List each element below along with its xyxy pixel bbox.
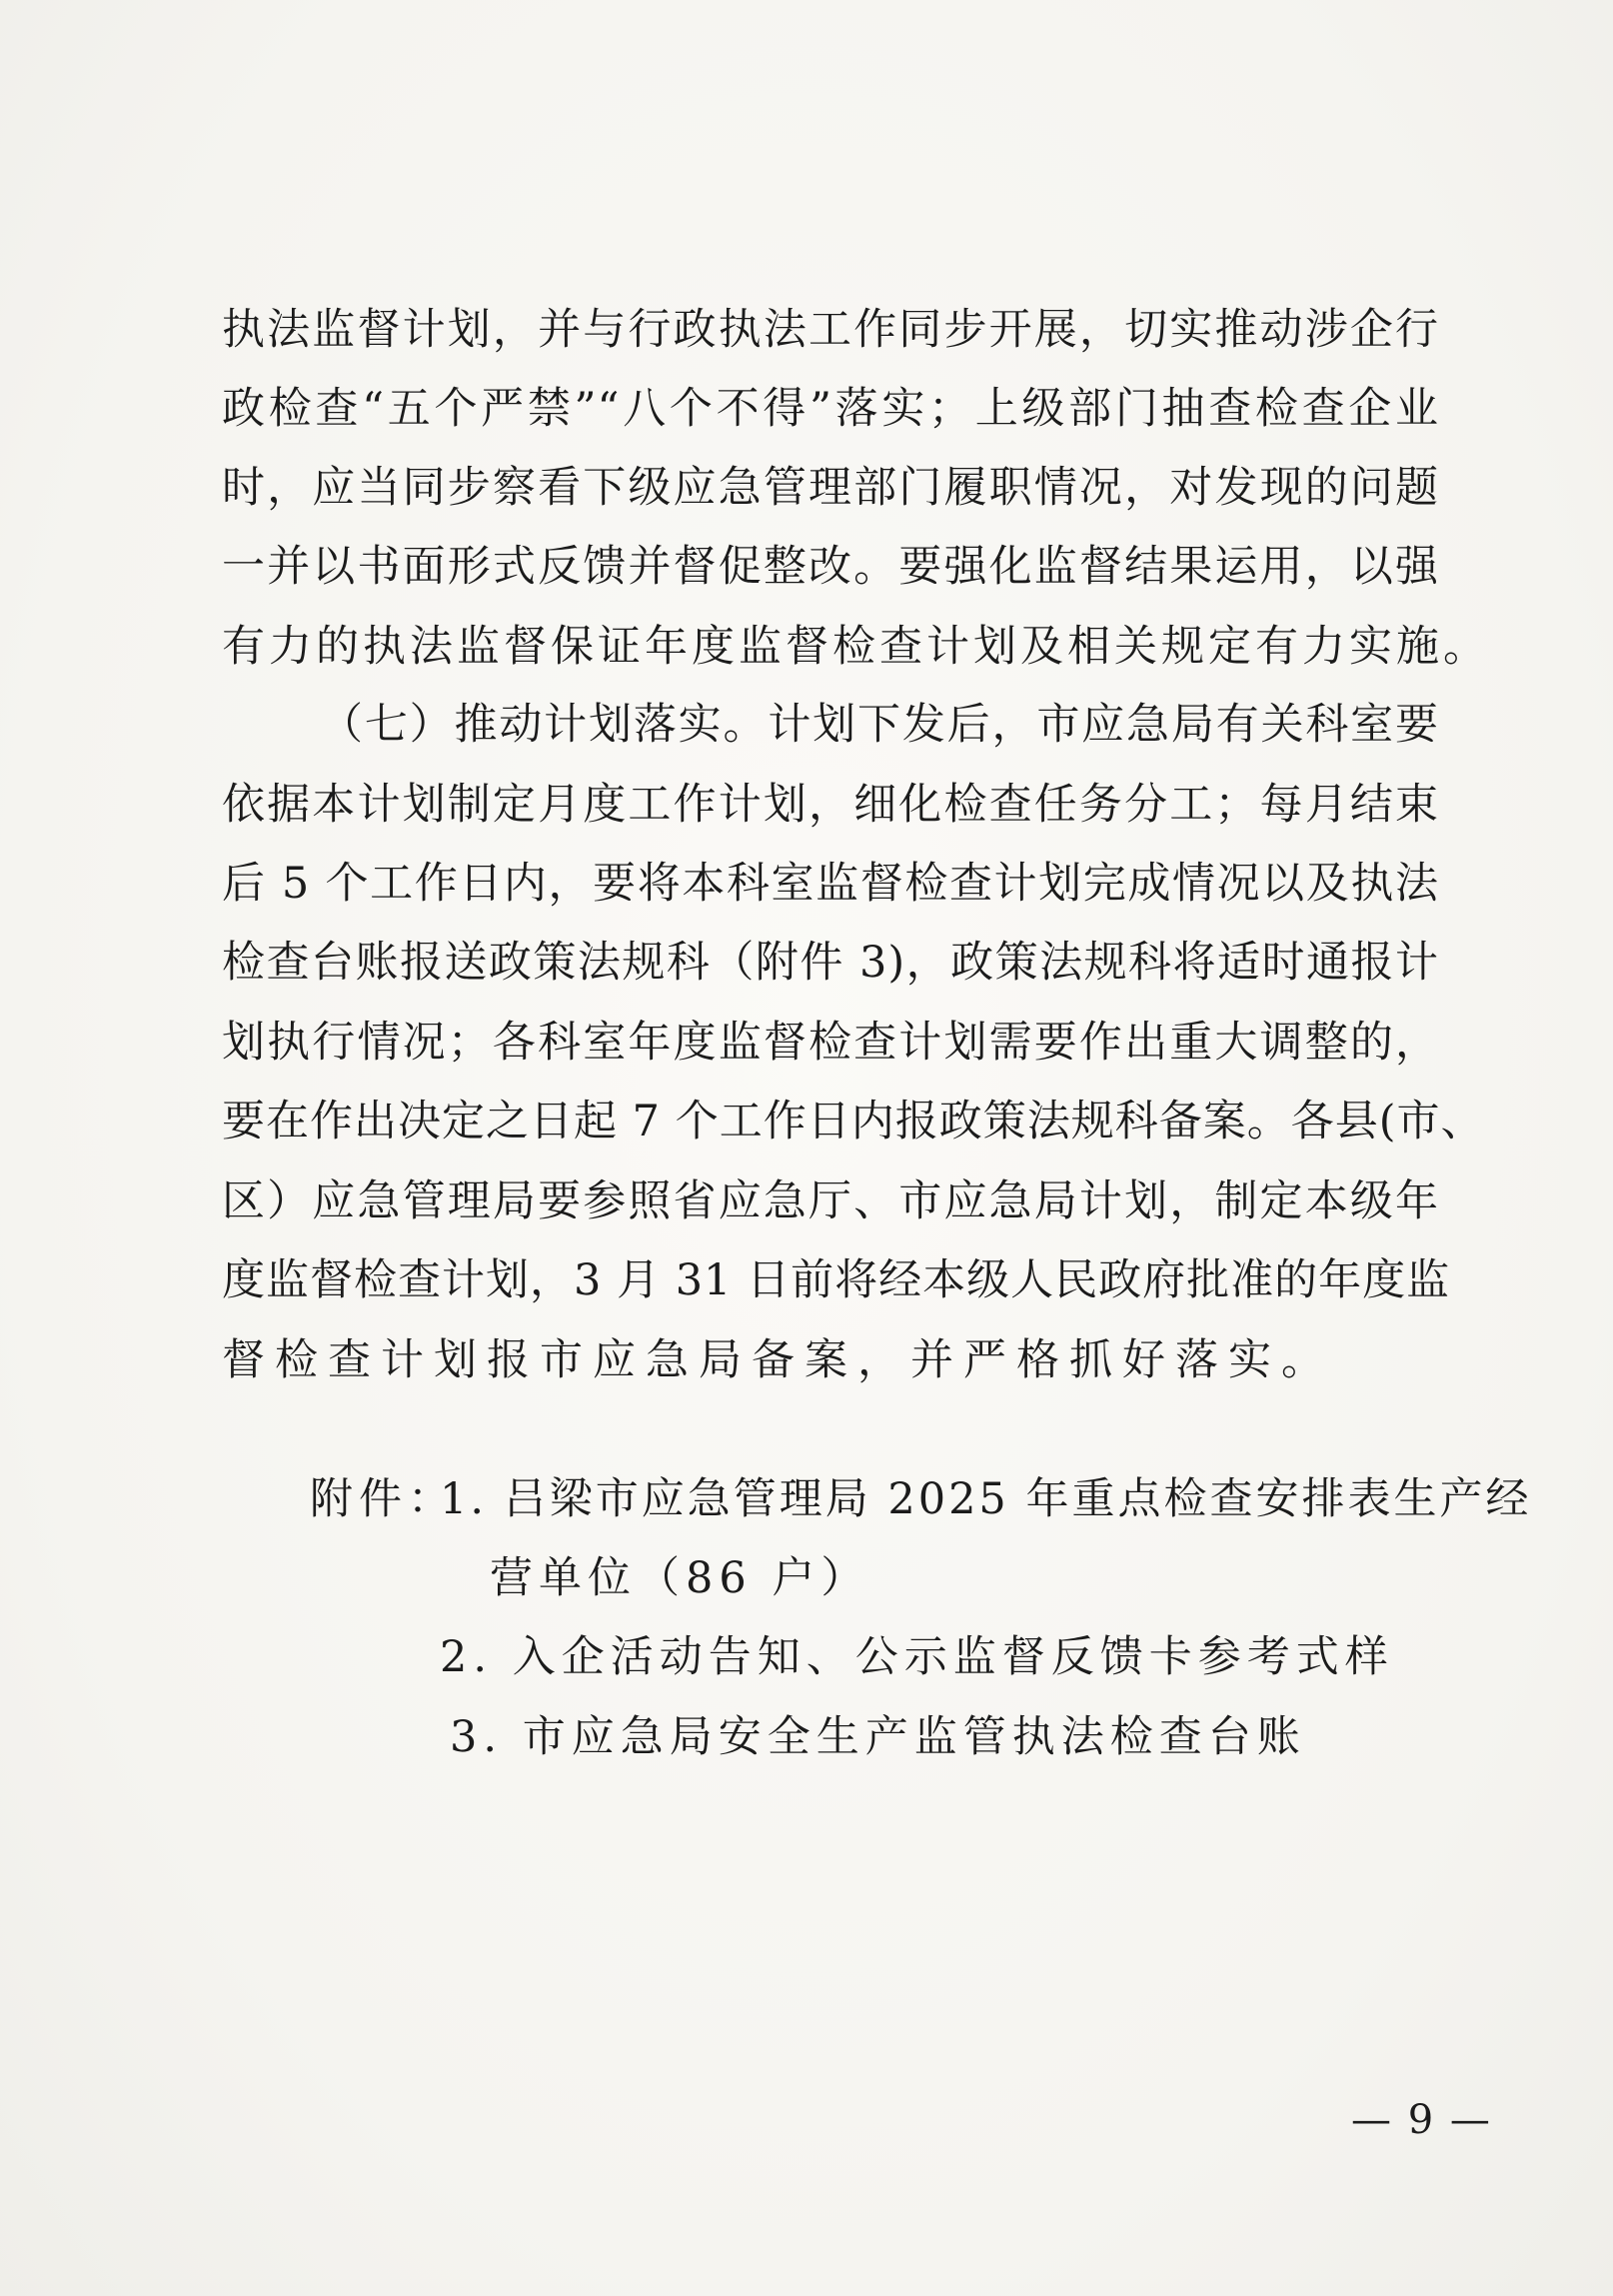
attachments-label: 附件： — [310, 1474, 457, 1524]
body-line-3: 时，应当同步察看下级应急管理部门履职情况，对发现的问题 — [222, 463, 1439, 513]
body-line-5: 有力的执法监督保证年度监督检查计划及相关规定有力实施。 — [222, 622, 1490, 672]
section-7-heading-line: （七）推动计划落实。计划下发后，市应急局有关科室要 — [320, 700, 1439, 750]
attachment-item-1-continued: 营单位（86 户） — [490, 1553, 870, 1603]
body-line-4: 一并以书面形式反馈并督促整改。要强化监督结果运用，以强 — [222, 542, 1439, 592]
attachment-item-1: 1. 吕梁市应急管理局 2025 年重点检查安排表生产经 — [440, 1474, 1532, 1524]
body-line-11: 要在作出决定之日起 7 个工作日内报政策法规科备案。各县(市、 — [222, 1097, 1485, 1147]
page-number: — 9 — — [1351, 2097, 1492, 2143]
body-line-2: 政检查“五个严禁”“八个不得”落实；上级部门抽查检查企业 — [222, 384, 1439, 434]
body-line-8: 后 5 个工作日内，要将本科室监督检查计划完成情况以及执法 — [222, 859, 1439, 909]
body-line-13: 度监督检查计划，3 月 31 日前将经本级人民政府批准的年度监 — [222, 1255, 1451, 1305]
body-line-9: 检查台账报送政策法规科（附件 3)，政策法规科将适时通报计 — [222, 938, 1439, 988]
body-line-1: 执法监督计划，并与行政执法工作同步开展，切实推动涉企行 — [222, 305, 1439, 355]
body-line-14: 督检查计划报市应急局备案，并严格抓好落实。 — [222, 1335, 1334, 1385]
body-line-7: 依据本计划制定月度工作计划，细化检查任务分工；每月结束 — [222, 780, 1439, 830]
body-line-12: 区）应急管理局要参照省应急厅、市应急局计划，制定本级年 — [222, 1176, 1439, 1226]
body-line-10: 划执行情况；各科室年度监督检查计划需要作出重大调整的， — [222, 1018, 1439, 1068]
attachment-item-3: 3. 市应急局安全生产监管执法检查台账 — [450, 1712, 1306, 1762]
attachment-item-2: 2. 入企活动告知、公示监督反馈卡参考式样 — [440, 1632, 1394, 1682]
